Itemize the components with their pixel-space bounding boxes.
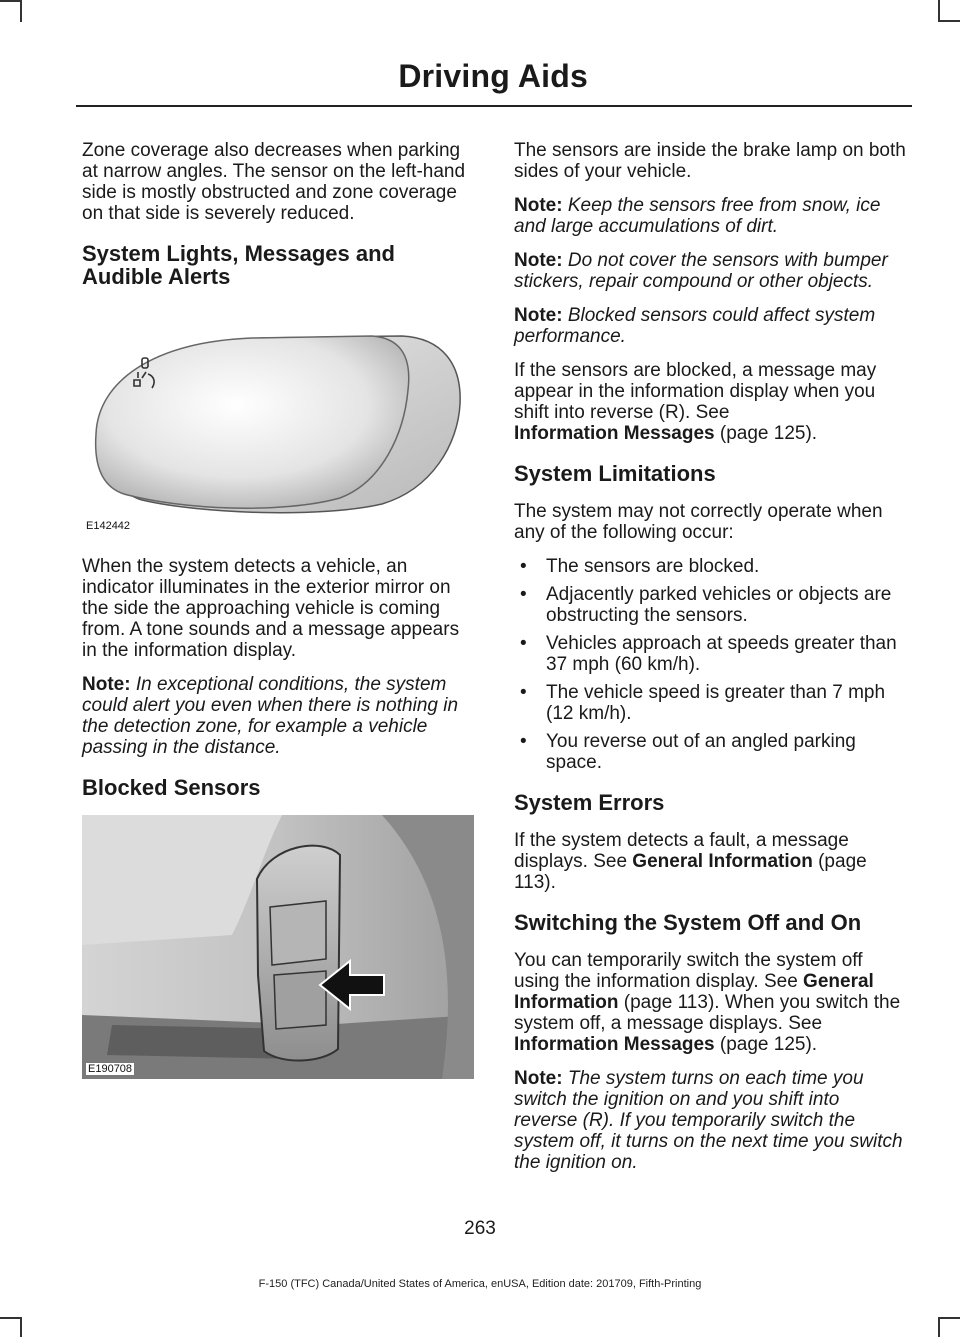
header-divider <box>76 105 912 107</box>
crop-mark <box>938 20 960 22</box>
note-label: Note: <box>514 1068 563 1089</box>
list-item: • Adjacently parked vehicles or objects are obstructing the sensors. <box>514 584 906 626</box>
heading-system-limitations: System Limitations <box>514 461 716 486</box>
switch-paragraph <box>514 950 906 1055</box>
list-item: • You reverse out of an angled parking space. <box>514 731 906 773</box>
detection-paragraph: When the system detects a vehicle, an indicator illuminates in the exterior mirror on the side the approaching vehicle is coming from. A tone sounds and a message appears in the information display. <box>82 556 460 661</box>
crop-mark <box>20 0 22 22</box>
crop-mark <box>938 1317 960 1319</box>
page-ref: (page 113). <box>514 851 867 893</box>
information-messages-link[interactable]: Information Messages <box>514 1034 715 1055</box>
section-title: Driving Aids <box>398 58 588 94</box>
blocked-message-text: If the sensors are blocked, a message may appear in the information display when you shift into reverse (R). See <box>514 360 877 423</box>
sensor-location-paragraph: The sensors are inside the brake lamp on both sides of your vehicle. <box>514 140 906 182</box>
heading-lights-messages: System Lights, Messages and Audible Alerts <box>82 241 395 289</box>
note-do-not-cover <box>514 250 906 292</box>
note-text: Blocked sensors could affect system performance. <box>514 305 876 347</box>
general-information-link[interactable]: General Information <box>632 851 813 872</box>
note-text: The system turns on each time you switch the ignition on and you shift into reverse (R). If you temporarily switch the system off, it turns on the next time you switch the ignition on. <box>514 1068 903 1173</box>
switch-text: (page 113). When you switch the system off, a message displays. See <box>514 992 901 1034</box>
note-text: In exceptional conditions, the system could alert you even when there is nothing in the detection zone, for example a vehicle passing in the distance. <box>82 674 459 758</box>
note-label: Note: <box>514 305 563 326</box>
heading-switching-system: Switching the System Off and On <box>514 910 862 935</box>
page-ref: (page 125). <box>714 423 818 444</box>
list-item: • The sensors are blocked. <box>514 556 906 577</box>
page-ref: (page 125). <box>714 1034 818 1055</box>
heading-system-errors: System Errors <box>514 790 665 815</box>
crop-mark <box>20 1317 22 1337</box>
crop-mark <box>938 1317 940 1337</box>
crop-mark <box>0 0 22 2</box>
right-column <box>514 140 906 1186</box>
errors-paragraph <box>514 830 906 893</box>
left-column <box>82 140 474 1079</box>
errors-text: If the system detects a fault, a message displays. See <box>514 830 849 872</box>
general-information-link[interactable]: General Information <box>514 971 874 1013</box>
note-label: Note: <box>82 674 131 695</box>
note-label: Note: <box>514 195 563 216</box>
crop-mark <box>938 0 940 22</box>
note-label: Note: <box>514 250 563 271</box>
switch-text: You can temporarily switch the system off using the information display. See <box>514 950 863 992</box>
note-text: Keep the sensors free from snow, ice and large accumulations of dirt. <box>514 195 881 237</box>
note-ignition <box>514 1068 906 1173</box>
information-messages-link[interactable]: Information Messages <box>514 423 715 444</box>
page-number: 263 <box>464 1218 496 1239</box>
mirror-illustration <box>82 304 474 536</box>
tail-lamp-figure <box>82 815 474 1079</box>
list-item: • Vehicles approach at speeds greater than 37 mph (60 km/h). <box>514 633 906 675</box>
tail-lamp-illustration <box>82 815 474 1079</box>
limitations-intro: The system may not correctly operate when any of the following occur: <box>514 501 883 543</box>
note-exceptional <box>82 674 474 758</box>
edition-footer: F-150 (TFC) Canada/United States of America, enUSA, Edition date: 201709, Fifth-Printing <box>258 1278 702 1290</box>
note-keep-free <box>514 195 906 237</box>
crop-mark <box>0 1317 22 1319</box>
heading-blocked-sensors: Blocked Sensors <box>82 775 261 800</box>
note-text: Do not cover the sensors with bumper stickers, repair compound or other objects. <box>514 250 888 292</box>
zone-coverage-paragraph: Zone coverage also decreases when parking at narrow angles. The sensor on the left-hand side is mostly obstructed and zone coverage on that side is severely reduced. <box>82 140 466 224</box>
note-blocked-performance <box>514 305 906 347</box>
mirror-figure <box>82 304 474 536</box>
figure-code: E190708 <box>88 1063 133 1075</box>
list-item: • The vehicle speed is greater than 7 mph (12 km/h). <box>514 682 906 724</box>
blocked-message-paragraph <box>514 360 906 444</box>
limitations-list <box>514 556 906 773</box>
figure-code: E142442 <box>86 520 131 532</box>
